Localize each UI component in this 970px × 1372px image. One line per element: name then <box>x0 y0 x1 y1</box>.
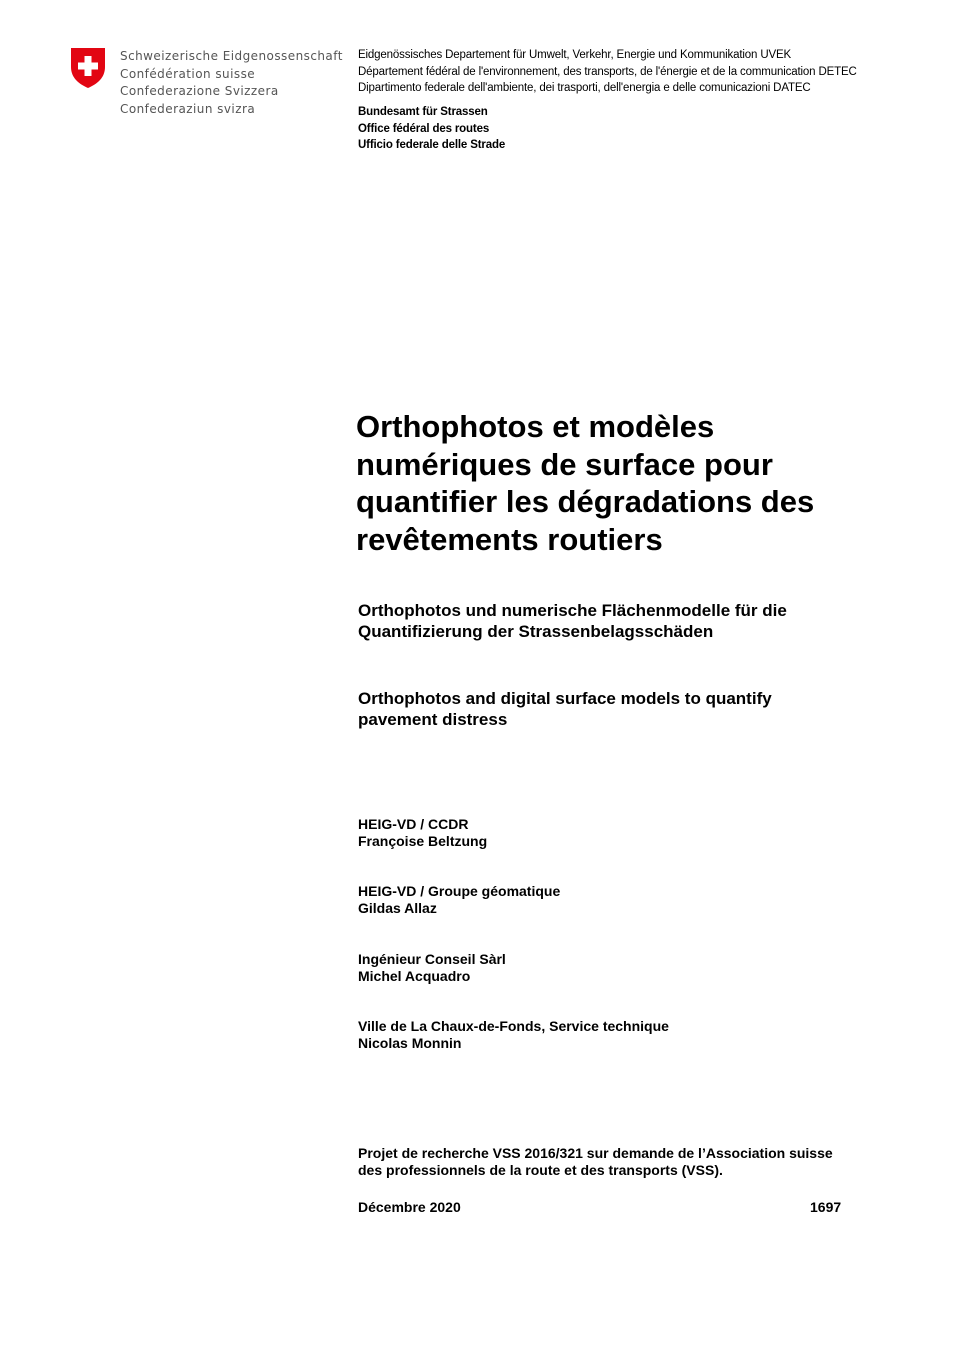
title-line: revêtements routiers <box>356 521 663 557</box>
report-number: 1697 <box>810 1199 842 1215</box>
subtitle-line: Quantifizierung der Strassenbelagsschäden <box>358 622 714 641</box>
department-line-fr: Département fédéral de l'environnement, des transports, de l'énergie et de la communication DETEC <box>358 65 857 78</box>
confederation-names <box>120 48 343 118</box>
subtitle-english <box>358 688 858 730</box>
department-line-de: Eidgenössisches Departement für Umwelt, Verkehr, Energie und Kommunikation UVEK <box>358 49 792 61</box>
author-name: Nicolas Monnin <box>358 1035 462 1051</box>
author-block <box>358 883 560 917</box>
author-block <box>358 951 506 985</box>
subtitle-german <box>358 600 858 642</box>
confederation-name-it: Confederazione Svizzera <box>120 84 279 98</box>
title-line: numériques de surface pour <box>356 446 773 482</box>
author-organization: HEIG-VD / Groupe géomatique <box>358 883 561 899</box>
confederation-name-de: Schweizerische Eidgenossenschaft <box>120 49 343 63</box>
report-title <box>356 408 876 558</box>
publication-date: Décembre 2020 <box>358 1199 461 1215</box>
office-line-de: Bundesamt für Strassen <box>358 106 488 118</box>
department-line-it: Dipartimento federale dell'ambiente, dei trasporti, dell'energia e delle comunicazioni DATEC <box>358 82 811 94</box>
author-name: Michel Acquadro <box>358 968 471 984</box>
project-line: Projet de recherche VSS 2016/321 sur demande de l’Association suisse <box>358 1145 833 1161</box>
author-name: Françoise Beltzung <box>358 833 488 849</box>
author-block <box>358 1018 669 1052</box>
title-line: Orthophotos et modèles <box>356 409 715 444</box>
swiss-coat-of-arms-icon <box>70 47 106 89</box>
author-organization: HEIG-VD / CCDR <box>358 816 469 832</box>
author-organization: Ville de La Chaux-de-Fonds, Service technique <box>358 1018 669 1034</box>
author-block <box>358 816 487 850</box>
author-organization: Ingénieur Conseil Sàrl <box>358 951 506 967</box>
office-line-it: Ufficio federale delle Strade <box>358 139 506 151</box>
office-line-fr: Office fédéral des routes <box>358 122 490 135</box>
confederation-name-fr: Confédération suisse <box>120 66 256 81</box>
office-header <box>358 104 505 154</box>
subtitle-line: Orthophotos und numerische Flächenmodelle für die <box>358 601 787 620</box>
author-name: Gildas Allaz <box>358 900 437 916</box>
subtitle-line: Orthophotos and digital surface models to quantify <box>358 689 772 708</box>
project-description <box>358 1145 863 1179</box>
title-line: quantifier les dégradations des <box>356 484 815 519</box>
department-header <box>358 47 857 97</box>
project-line: des professionnels de la route et des transports (VSS). <box>358 1162 723 1178</box>
subtitle-line: pavement distress <box>358 710 508 729</box>
confederation-name-rm: Confederaziun svizra <box>120 101 256 116</box>
